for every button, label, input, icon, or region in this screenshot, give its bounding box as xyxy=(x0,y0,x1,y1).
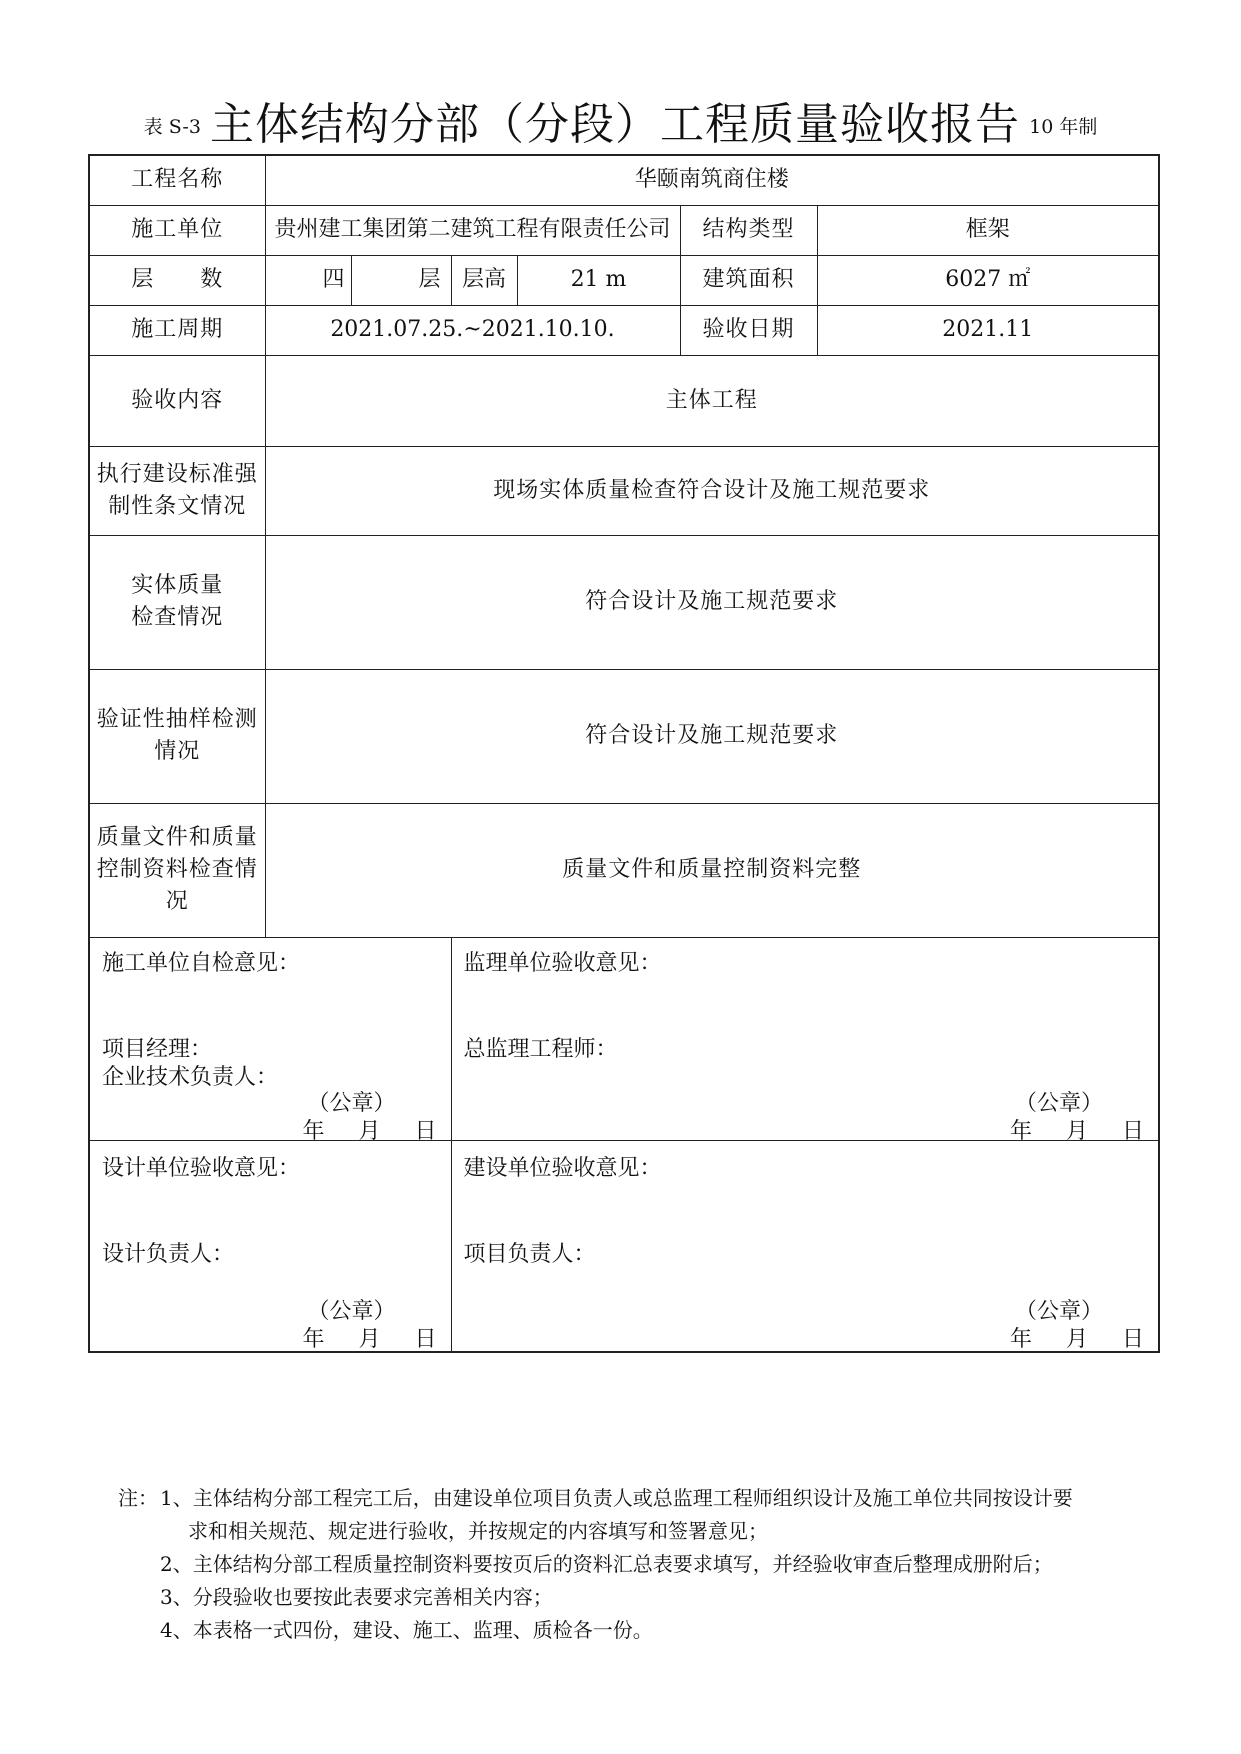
floor-height-label: 层高 xyxy=(451,255,517,305)
notes-prefix: 注： xyxy=(118,1486,158,1510)
acceptance-date-label: 验收日期 xyxy=(680,305,817,355)
form-code: 表 S-3 xyxy=(143,116,201,138)
official-seal-label: （公章） xyxy=(307,1298,396,1324)
label-line: 控制资料检查情 xyxy=(96,857,258,882)
structure-type-label: 结构类型 xyxy=(680,205,817,255)
structure-type-value: 框架 xyxy=(817,205,1159,255)
label-line: 质量文件和质量 xyxy=(96,825,258,850)
label-line: 制性条文情况 xyxy=(108,493,247,519)
note-item: 2、主体结构分部工程质量控制资料要按页后的资料汇总表要求填写，并经验收审查后整理成册附后； xyxy=(160,1552,1053,1576)
physical-quality-value: 符合设计及施工规范要求 xyxy=(265,535,1159,669)
content-row xyxy=(89,446,1159,535)
date-year: 年 xyxy=(1010,1326,1033,1352)
contractor-label: 施工单位 xyxy=(89,205,265,255)
official-seal-label: （公章） xyxy=(1015,1298,1104,1324)
design-lead-label: 设计负责人： xyxy=(102,1241,235,1267)
floors-row xyxy=(89,255,1159,305)
label-line: 执行建设标准强 xyxy=(96,461,258,487)
quality-documents-value: 质量文件和质量控制资料完整 xyxy=(265,803,1159,937)
floors-value: 四 xyxy=(265,255,351,305)
designer-opinion-box xyxy=(89,1140,451,1352)
construction-period-label: 施工周期 xyxy=(89,305,265,355)
mandatory-standards-label xyxy=(89,446,265,535)
contractor-opinion-box xyxy=(89,937,451,1144)
official-seal-label: （公章） xyxy=(307,1090,396,1116)
owner-opinion-box xyxy=(451,1140,1159,1352)
date-year: 年 xyxy=(302,1326,325,1352)
report-title xyxy=(0,88,1241,152)
label-line: 检查情况 xyxy=(131,605,224,630)
technical-director-label: 企业技术负责人： xyxy=(102,1064,279,1090)
page-title: 主体结构分部（分段）工程质量验收报告 xyxy=(210,99,1021,150)
owner-project-lead-label: 项目负责人： xyxy=(463,1241,596,1267)
date-month: 月 xyxy=(1066,1326,1089,1352)
contractor-value: 贵州建工集团第二建筑工程有限责任公司 xyxy=(265,205,680,255)
contractor-row xyxy=(89,205,1159,255)
label-line: 验证性抽样检测 xyxy=(96,707,258,732)
content-row xyxy=(89,535,1159,669)
date-month: 月 xyxy=(358,1118,381,1144)
date-month: 月 xyxy=(358,1326,381,1352)
sampling-test-value: 符合设计及施工规范要求 xyxy=(265,669,1159,803)
project-name-value: 华颐南筑商住楼 xyxy=(265,155,1159,205)
date-day: 日 xyxy=(1122,1326,1145,1352)
chief-supervisor-label: 总监理工程师： xyxy=(463,1036,618,1062)
floor-height-value: 21 m xyxy=(517,255,680,305)
floors-unit: 层 xyxy=(351,255,451,305)
owner-opinion-heading: 建设单位验收意见： xyxy=(463,1155,662,1181)
building-area-value: 6027 ㎡ xyxy=(817,255,1159,305)
date-month: 月 xyxy=(1066,1118,1089,1144)
building-area-label: 建筑面积 xyxy=(680,255,817,305)
content-row xyxy=(89,355,1159,446)
floors-label: 层 数 xyxy=(89,255,265,305)
note-item: 3、分段验收也要按此表要求完善相关内容； xyxy=(160,1585,553,1609)
date-day: 日 xyxy=(414,1326,437,1352)
label-line: 情况 xyxy=(154,739,201,764)
construction-period-row xyxy=(89,305,1159,355)
mandatory-standards-value: 现场实体质量检查符合设计及施工规范要求 xyxy=(265,446,1159,535)
notes-section xyxy=(118,1482,1158,1647)
content-row xyxy=(89,803,1159,937)
project-name-label: 工程名称 xyxy=(89,155,265,205)
signature-date xyxy=(976,1324,1144,1356)
supervisor-opinion-heading: 监理单位验收意见： xyxy=(463,950,662,976)
sampling-test-label xyxy=(89,669,265,803)
date-day: 日 xyxy=(414,1118,437,1144)
physical-quality-label xyxy=(89,535,265,669)
form-year: 10 年制 xyxy=(1029,116,1098,138)
content-row xyxy=(89,669,1159,803)
note-item: 求和相关规范、规定进行验收，并按规定的内容填写和签署意见； xyxy=(188,1519,768,1543)
project-name-row xyxy=(89,155,1159,205)
acceptance-date-value: 2021.11 xyxy=(817,305,1159,355)
acceptance-content-label xyxy=(89,355,265,446)
date-year: 年 xyxy=(302,1118,325,1144)
designer-opinion-heading: 设计单位验收意见： xyxy=(102,1155,301,1181)
label-line: 况 xyxy=(165,889,189,914)
contractor-opinion-heading: 施工单位自检意见： xyxy=(102,950,301,976)
official-seal-label: （公章） xyxy=(1015,1090,1104,1116)
note-item: 4、本表格一式四份，建设、施工、监理、质检各一份。 xyxy=(160,1618,653,1642)
date-day: 日 xyxy=(1122,1118,1145,1144)
signature-date xyxy=(268,1324,436,1356)
date-year: 年 xyxy=(1010,1118,1033,1144)
acceptance-content-value: 主体工程 xyxy=(265,355,1159,446)
label-line: 验收内容 xyxy=(131,387,224,413)
signature-row-1 xyxy=(89,937,1159,1140)
signature-row-2 xyxy=(89,1140,1159,1352)
quality-documents-label xyxy=(89,803,265,937)
construction-period-value: 2021.07.25.~2021.10.10. xyxy=(265,305,680,355)
acceptance-report-table xyxy=(88,154,1160,1353)
project-manager-label: 项目经理： xyxy=(102,1036,213,1062)
label-line: 实体质量 xyxy=(131,573,224,598)
supervisor-opinion-box xyxy=(451,937,1159,1144)
note-item: 注： 1、主体结构分部工程完工后，由建设单位项目负责人或总监理工程师组织设计及施工单位共同按设计要 xyxy=(118,1482,1158,1515)
